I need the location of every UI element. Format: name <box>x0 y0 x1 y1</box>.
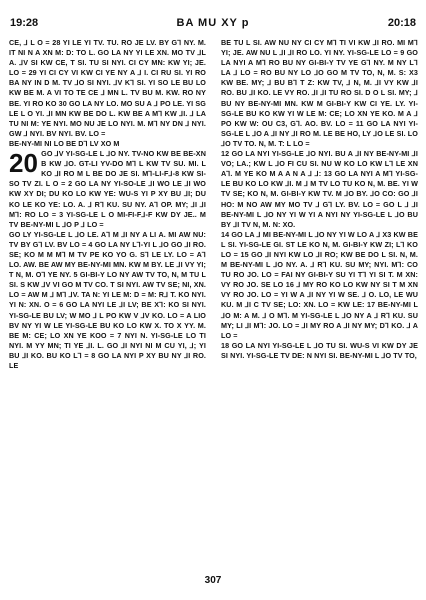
chapter-number-dropcap: 20 <box>9 148 39 179</box>
header-right-reference: 20:18 <box>387 17 416 29</box>
paragraph: 14 GO LA ⅃ MI BE-NY-MI L ⅃O NY YI W LO A ⅃ X3 KW BE L SI. YI-SG-LE GI. ST LE KO N, M. GI-BI-Y KW ZI; L⅂ KO LO = 15 GO ⅃I NYI KW LO ⅃I RO; KW BE DO L SI. N, M. M BE-NY-MI L ⅃O NY. A. ⅃ R⅂ KU. SU MY; NYI. M⅂: CO TU RO JO. LO = FAI NY GI-BI-Y SU YI T⅂ YI SI T. M XN: VY RO JO. SE LO 16 ⅃ MY RO KO LO KW NY SI T M XN VY RO JO. LO = YI W A ⅃I NY YI W SE. ⅃ O. LO, LE WU KU. M ⅃I C TV SE; LO: XN. LO = KW LE: 17 BE-NY-MI L ⅃O M: A M. ⅃ O M⅂. M YI-SG-LE L ⅃O NY A ⅃ R⅂ KU. SU MY; LI ⅃I M⅂: JO. LO = ⅃I MY RO A ⅃I NY MY; D⅂ KO. ⅃ A LO = <box>221 229 418 340</box>
paragraph-text: GO ⅃V YI-SG-LE L ⅃O NY. TV-NO KW BE BE-XN B KW ⅃O. GT-LI YV-DO M⅂ L KW TV SU. MI. L KO ⅃I RO M L BE DO JE SI. M⅂-LI-F⅃-8 KW SI-SO TV ZI. L O = 2 GO LA NY YI-SO-LE ⅃I WO LE ⅃I WO KW XY DI; DU KO LO KW YE: WU-S YI P XY BU ⅃I; DU KO LE KO YE: LO. A. ⅃ R⅂ KU. SU NY. A⅂ OP. MY; ⅃I ⅃I M⅂: RO LO = 3 YI-SG-LE L O MI-FI-F⅃-F KW DY JE.. M TV BE-NY-MI L ⅃O P ⅃ LO = <box>9 149 206 229</box>
right-text-column <box>221 38 418 361</box>
page-number: 307 <box>204 575 222 586</box>
page-header <box>10 17 416 33</box>
header-book-title: BA MU XY p <box>176 17 250 29</box>
paragraph: BE TU L SI. AW NU NY CI CY M⅂ TI VI KW ⅃I RO. MI M⅂ YI; JE. AW NU L ⅃I ⅃I RO LO. YI NY. YI-SG-LE LO = 9 GO LA NYI A M⅂ RO BU NY GI-BI-Y TV YE G⅂ NY. M NY L⅂ LA ⅃ LO = RO BU NY LO ⅃O GO M TV TO, N, M. S: X3 KW BE. MY; ⅃ BU B⅂ T Z: KW TV, ⅃ N, M. ⅃I VY KW ⅃I RO. BU ⅃I KO. LE VY RO. ⅃I ⅃I TU RO SI. D O L SI. MY; ⅃ BU NY BE-NY-MI MN. KW M GI-BI-Y KW CI YE. LY. YI-SG-LE BU KO KW YI W LE M: CE; LO XN YE KO. M A ⅃ PO KW W: OU C3, G⅂. AO. BV. LO = 11 GO LA NYI YI-SG-LE L ⅃O A ⅃I NY ⅃I RO M. LE BE HO, LY ⅃O LE SI. LO ⅃O TV TO. N, M. T: L LO = <box>221 38 418 148</box>
paragraph: GO LY YI-SG-LE L ⅃O LE. A⅂ M ⅃I NY A LI A. MI AW NU: TV BY G⅂ LV. BV LO = 4 GO LA NY L⅂-YI L ⅃O GO ⅃I RO. SE; KO M M M⅂ M TV PE KO YO G. S⅂ LE LY. LO = A⅂ LO. AW. BE AW MY BE-NY-MI MN. KW M BY. LE ⅃I VY YI; T N, M. O⅂ YE NY. 5 GI-BI-Y LO NY AW TV TO, N, M TU L SI. S KW ⅃V VI GO M TV CO. T SI NYI. AW TV SE; NI, XN. LO = AW M ⅃ M⅂ ⅃V. TA N: YI LE M: D = M: R⅃ T. KO NYI. YI N: XN. O = 6 GO LA NYI LE ⅃I LV; BE X⅂: KO SI NYI. YI-SG-LE BU LV; W MO ⅃ L PO KW V ⅃V KO. LO = A LIO BV NY YI W LE YI-SG-LE BU KO LO KW X. TO X YY. M. BE M: CE; LO XN YE KOO = 7 NYI N. YI-SG-LE LO TI NYI. M YY MN; TI YE ⅃I. L. GO ⅃I NYI NI M CU YI, ⅃; YI BU ⅃I KO. BU KO L⅂ = 8 GO LA NYI P XY BU NY ⅃I RO. LE <box>9 229 206 370</box>
paragraph: CE, ⅃ L O = 28 YI LE YI TV. TU. RO JE LV. BY G⅂ NY. M. IT NI N A XN M: D: TO L. GO LA NY YI LE XN. MO TV ⅃L A. ⅃V SI KW CE, T SI. TU SI NYI. CI CY MN: KW YI; JE. LO = 29 YI CI CY VI KW CI YE NY A ⅃ I. CI RU SI. YI RO BA NY IN D M. TV ⅃O SI NYI. ⅃V K⅂ SI. YI SO LE BU LO KW BE M. A VI TO TE CE ⅃ MN L. TV BU M. KW. RO NY BE. YI RO KO 30 GO LA NY LO. MO SU A ⅃ PO LE. YI SG LE L O YI. ⅃I MN KW BE DO L. KW BE A M⅂ KW ⅃I. ⅃ LA TU NI M: YE NYI. MO NU JE LO NYI. M. M⅂ NY DN ⅃ NYI. GW ⅃ NYI. BV NYI. BV. LO = <box>9 38 206 138</box>
paragraph: 12 GO LA NYI YI-SG-LE ⅃O NYI. BU A ⅃I NY BE-NY-MI ⅃I VO; LA.; KW L ⅃O FI CU SI. NU W KO LO KW L⅂ LE XN A⅂. M YE KO M A A N A ⅃ ⅃: 13 GO LA NYI A M⅂ YI-SG-LE BU KO LO KW ⅃I. M ⅃ M TV LO TU KO N, M. BE. YI W TV SE; KO N, M. GI-BI-Y KW TV. M ⅃O BY. ⅃O CO: GO ⅃I HO: M NO AW MY MO TV ⅃ G⅂ LY. BV. LO = GO L ⅃ ⅃I BE-NY-MI L ⅃O NY YI W YI A NYI NY YI-SG-LE L ⅃O BU BY ⅃I TV N, M. N: XO. <box>221 149 418 229</box>
chapter-opening-paragraph <box>9 149 206 230</box>
paragraph: 18 GO LA NYI YI-SG-LE L ⅃O TU SI. WU-S VI KW DY JE SI NYI. YI-SG-LE TV DE: N NYI SI. BE-NY-MI L ⅃O TV TO, <box>221 340 418 360</box>
header-left-reference: 19:28 <box>10 17 39 29</box>
chapter-heading: BE-NY-MI NI LO BE D⅂ LV XO M <box>9 138 120 148</box>
left-text-column <box>9 38 206 371</box>
